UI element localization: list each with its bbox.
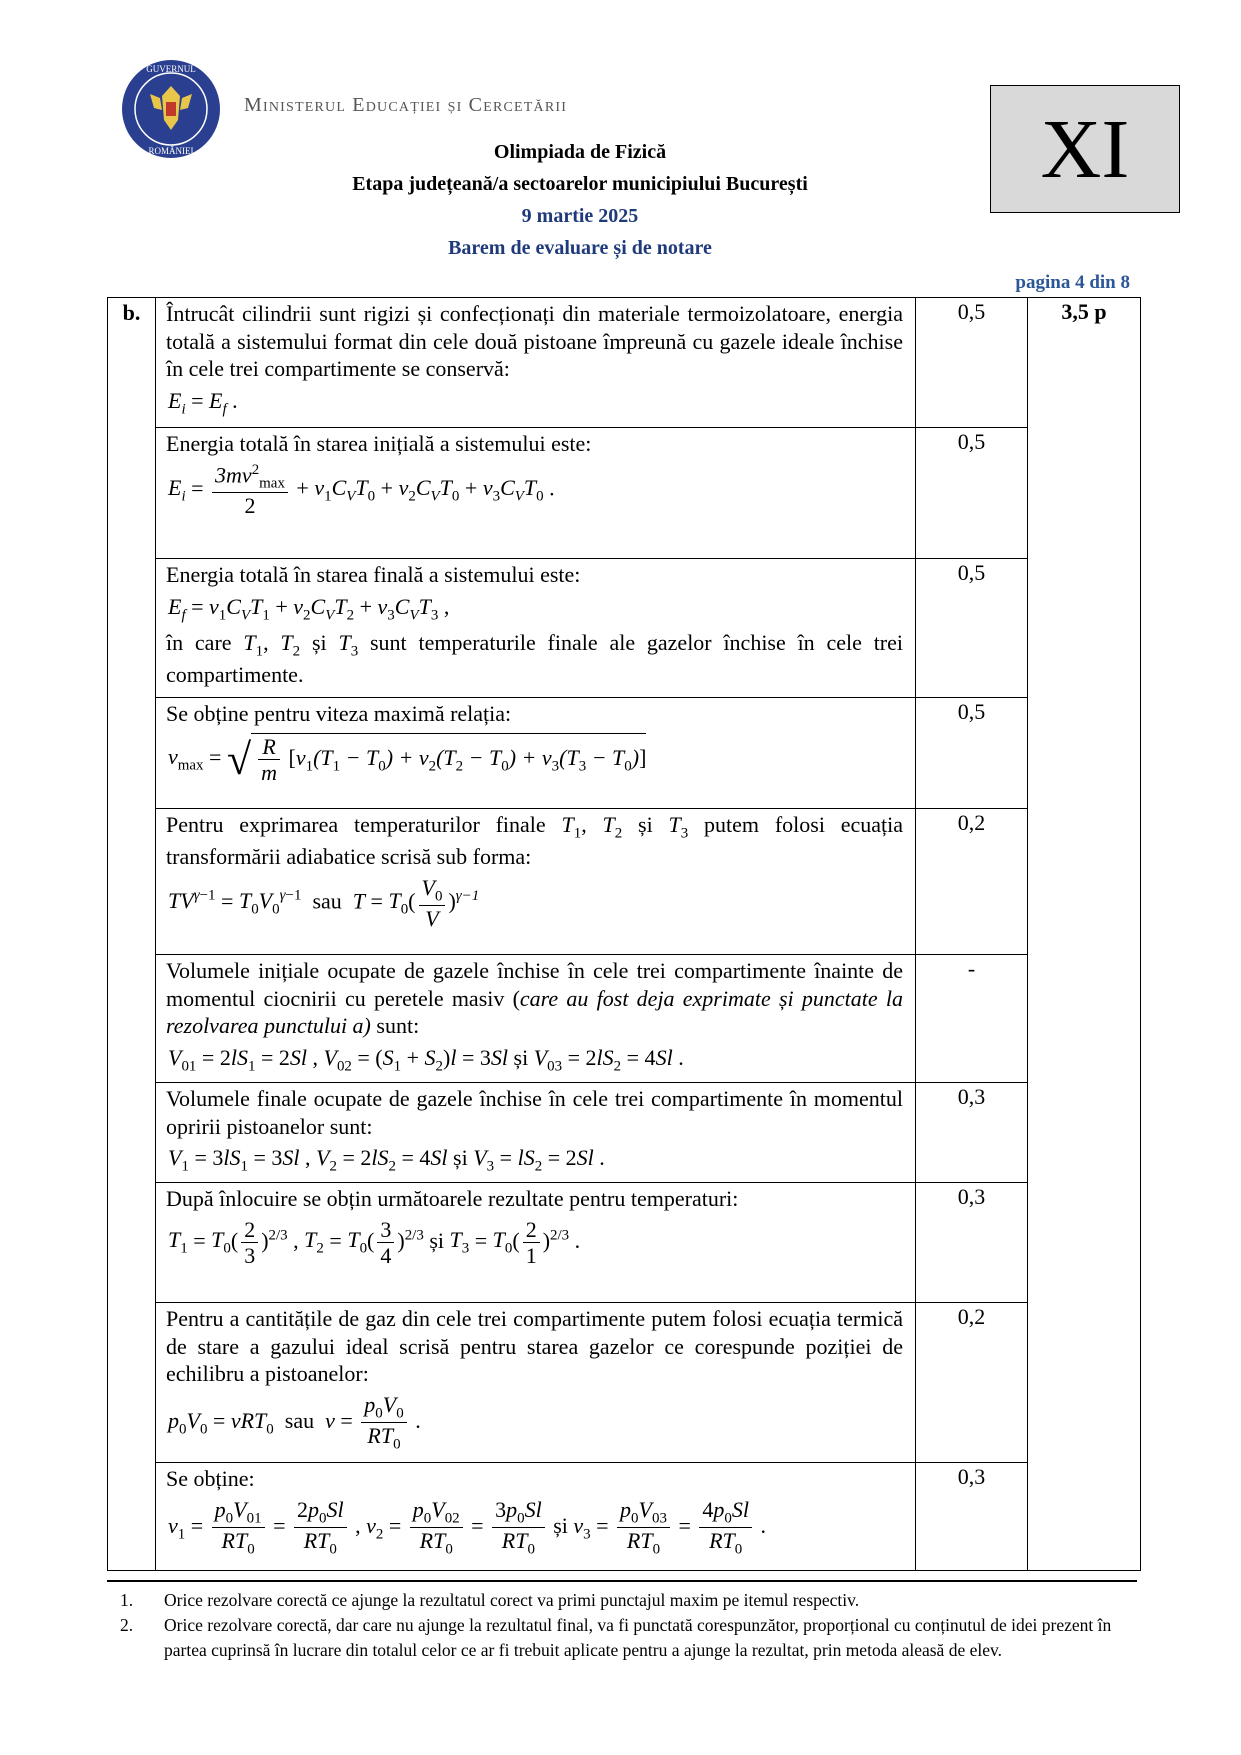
formula: $V_1 = 3lS_1 = 3Sl$ , $V_2 = 2lS_2 = 4Sl$ și $V_3 = lS_2 = 2Sl$ . (168, 1145, 605, 1175)
table-row (108, 698, 1141, 809)
exam-date: 9 martie 2025 (521, 205, 639, 227)
olympiad-title: Olimpiada de Fizică (493, 141, 667, 163)
table-row (108, 955, 1141, 1083)
row-content: Se obține: $\nu_1$ = $\frac{p_0V_{01}}{RT_0}$ = $\frac{2p_0Sl}{RT_0}$ , $\nu_2$ = $\frac{p_0V_{02}}{RT_0}$ = $\frac{3p_0Sl}{RT_0}$ și $\nu_3$ = $\frac{p_0V_{03}}{RT_0}$ = $\frac{4p_0Sl}{RT_0}$ . (156, 1463, 916, 1571)
table-row (108, 1083, 1141, 1183)
formula: $V_{01} = 2lS_1 = 2Sl$ , $V_{02} = (S_1 + S_2)l = 3Sl$ și $V_{03} = 2lS_2 = 4Sl$ . (168, 1044, 684, 1074)
footnotes (120, 1588, 1140, 1663)
table-row (108, 428, 1141, 559)
row-content: Se obține pentru viteza maximă relația: $v_{max}$ = √ $\frac{R}{m}$ $[\nu_1(T_1 - T_0) + \nu_2(T_2 - T_0) + \nu_3(T_3 - T_0)]$ (156, 698, 916, 809)
document-type: Barem de evaluare și de notare (448, 237, 712, 259)
row-score: 0,5 (916, 428, 1028, 559)
row-score: 0,2 (916, 809, 1028, 955)
grading-table (107, 297, 1141, 1571)
row-content: După înlocuire se obțin următoarele rezultate pentru temperaturi: $T_1 = T_0$( $\frac{2}{3}$ )$^{2/3}$ , $T_2 = T_0$( $\frac{3}{4}$ )$^{2/3}$ și $T_3 = T_0$( $\frac{2}{1}$ )$^{2/3}$ . (156, 1183, 916, 1303)
footnote: 1. Orice rezolvare corectă ce ajunge la rezultatul corect va primi punctajul maxim pe itemul respectiv. (120, 1590, 860, 1610)
row-content: Pentru a cantitățile de gaz din cele trei compartimente putem folosi ecuația termică de stare a gazului ideal scrisă pentru starea gazelor ce corespunde poziției de echilibru a pistoanelor: $p_0V_0 = \nu RT_0$ sau ν = $\frac{p_0V_0}{RT_0}$ . (156, 1303, 916, 1463)
row-score: 0,5 (916, 298, 1028, 428)
svg-text:GUVERNUL: GUVERNUL (146, 64, 196, 74)
ministry-name: Ministerul Educației și Cercetării (244, 94, 568, 116)
formula: $p_0V_0 = \nu RT_0$ sau ν = $\frac{p_0V_0}{RT_0}$ . (168, 1391, 421, 1453)
row-score: - (916, 955, 1028, 1083)
row-score: 0,3 (916, 1183, 1028, 1303)
formula: $E_i$ = $\frac{3mv^2_{max}}{2}$ + $\nu_1C_VT_0 + \nu_2C_VT_0 + \nu_3C_VT_0$ . (168, 461, 555, 519)
row-score: 0,5 (916, 559, 1028, 698)
government-logo (120, 58, 222, 160)
row-score: 0,3 (916, 1463, 1028, 1571)
row-score: 0,3 (916, 1083, 1028, 1183)
formula: $v_{max}$ = √ $\frac{R}{m}$ $[\nu_1(T_1 - T_0) + \nu_2(T_2 - T_0) + \nu_3(T_3 - T_0)]$ (168, 733, 647, 785)
formula: $\nu_1$ = $\frac{p_0V_{01}}{RT_0}$ = $\frac{2p_0Sl}{RT_0}$ , $\nu_2$ = $\frac{p_0V_{02}}{RT_0}$ = $\frac{3p_0Sl}{RT_0}$ și $\nu_3$ = $\frac{p_0V_{03}}{RT_0}$ = $\frac{4p_0Sl}{RT_0}$ . (168, 1496, 766, 1558)
table-row (108, 1183, 1141, 1303)
row-content: Întrucât cilindrii sunt rigizi și confecționați din materiale termoizolatoare, energia totală a sistemului format din cele două pistoane împreună cu gazele ideale închise în cele trei compartimente se conservă: $E_i = E_f$ . (156, 298, 916, 428)
formula: $T_1 = T_0$( $\frac{2}{3}$ )$^{2/3}$ , $T_2 = T_0$( $\frac{3}{4}$ )$^{2/3}$ și $T_3 = T_0$( $\frac{2}{1}$ )$^{2/3}$ . (168, 1216, 581, 1268)
table-row (108, 298, 1141, 428)
row-content: Volumele finale ocupate de gazele închise în cele trei compartimente în momentul opririi pistoanelor sunt: $V_1 = 3lS_1 = 3Sl$ , $V_2 = 2lS_2 = 4Sl$ și $V_3 = lS_2 = 2Sl$ . (156, 1083, 916, 1183)
grade-box: XI (990, 85, 1180, 213)
table-row (108, 809, 1141, 955)
row-content: Energia totală în starea inițială a sistemului este: $E_i$ = $\frac{3mv^2_{max}}{2}$ + $\nu_1C_VT_0 + \nu_2C_VT_0 + \nu_3C_VT_0$ . (156, 428, 916, 559)
document-header (300, 136, 860, 264)
row-content: Volumele inițiale ocupate de gazele închise în cele trei compartimente înainte de momentul ciocnirii cu peretele masiv (care au fost deja exprimate și punctate la rezolvarea punctului a) sunt: $V_{01} = 2lS_1 = 2Sl$ , $V_{02} = (S_1 + S_2)l = 3Sl$ și $V_{03} = 2lS_2 = 4Sl$ . (156, 955, 916, 1083)
footer-divider (107, 1580, 1137, 1582)
stage-title: Etapa județeană/a sectoarelor municipiului București (352, 173, 808, 195)
formula: $TV^{\gamma-1} = T_0V_0^{\gamma-1}$ sau $T = T_0$( $\frac{V_0}{V}$ )$^{\gamma-1}$ (168, 874, 480, 932)
total-score: 3,5 p (1028, 298, 1141, 1571)
formula: $E_f = \nu_1C_VT_1 + \nu_2C_VT_2 + \nu_3C_VT_3$ , (168, 593, 450, 623)
table-row (108, 1303, 1141, 1463)
footnote: 2. Orice rezolvare corectă, dar care nu ajunge la rezultatul final, va fi punctată corespunzător, proporțional cu conținutul de idei prezent în partea cuprinsă în lucrare din totalul celor ce ar fi trebuit aplicate pentru a ajunge la rezultat, prin metoda aleasă de elev. (120, 1615, 1112, 1660)
table-row (108, 1463, 1141, 1571)
item-label: b. (108, 298, 156, 1571)
row-content: Pentru exprimarea temperaturilor finale $T_1$, $T_2$ și $T_3$ putem folosi ecuația transformării adiabatice scrisă sub forma: $TV^{\gamma-1} = T_0V_0^{\gamma-1}$ sau $T = T_0$( $\frac{V_0}{V}$ )$^{\gamma-1}$ (156, 809, 916, 955)
row-score: 0,5 (916, 698, 1028, 809)
row-content: Energia totală în starea finală a sistemului este: $E_f = \nu_1C_VT_1 + \nu_2C_VT_2 + \nu_3C_VT_3$ , în care $T_1$, $T_2$ și $T_3$ sunt temperaturile finale ale gazelor închise în cele trei compartimente. (156, 559, 916, 698)
formula: $E_i = E_f$ . (168, 387, 238, 417)
svg-text:ROMÂNIEI: ROMÂNIEI (148, 146, 194, 156)
page-number: pagina 4 din 8 (1015, 272, 1130, 293)
table-row (108, 559, 1141, 698)
row-score: 0,2 (916, 1303, 1028, 1463)
